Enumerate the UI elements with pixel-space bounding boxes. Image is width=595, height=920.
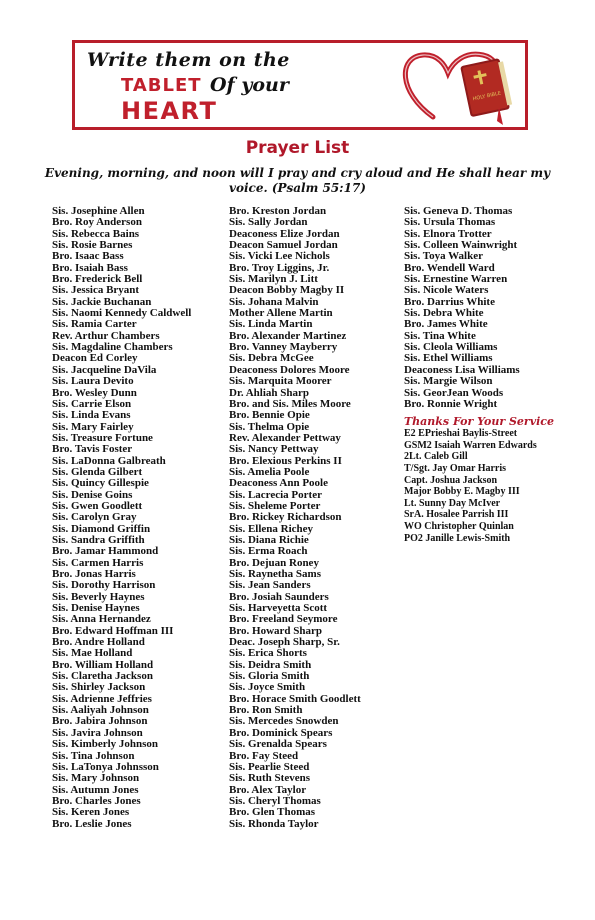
list-item: Bro. Bennie Opie [229, 409, 310, 422]
list-item: Bro. Wendell Ward [404, 261, 495, 274]
list-item: Sis. Autumn Jones [52, 783, 139, 796]
list-item: Sis. Tina Johnson [52, 749, 135, 762]
list-item: Sis. Sally Jordan [229, 216, 308, 229]
list-item: Sis. Linda Evans [52, 409, 131, 422]
list-item: Sis. Laura Devito [52, 375, 134, 388]
list-item: Sis. Thelma Opie [229, 420, 310, 433]
list-item: Sis. Javira Johnson [52, 726, 143, 739]
list-item: Sis. Mae Holland [52, 647, 133, 660]
list-item: Rev. Arthur Chambers [52, 329, 160, 342]
list-item: Sis. Jessica Bryant [52, 284, 140, 297]
list-item: Sis. Joyce Smith [229, 681, 306, 694]
service-list-item: E2 EPrieshai Baylis-Street [404, 428, 518, 440]
list-item: Sis. Vicki Lee Nichols [229, 250, 330, 263]
heart-bible-icon [393, 47, 523, 127]
list-item: Sis. Carolyn Gray [52, 511, 137, 524]
list-item: Sis. Ursula Thomas [404, 216, 496, 229]
list-item: Deaconess Dolores Moore [229, 363, 350, 376]
list-item: Sis. Aaliyah Johnson [52, 704, 149, 717]
list-item: Sis. Nicole Waters [404, 284, 489, 297]
list-item: Sis. LaTonya Johnsson [52, 760, 159, 773]
banner-line-1: Write them on the [87, 49, 290, 71]
page-title: Prayer List [245, 138, 350, 158]
name-list [404, 206, 554, 410]
list-item: Sis. Kimberly Johnson [52, 738, 159, 751]
list-item: Bro. Charles Jones [52, 794, 141, 807]
list-item: Sis. Tina White [404, 329, 476, 342]
list-item: Bro. Jabira Johnson [52, 715, 148, 728]
list-item: Sis. Mary Fairley [52, 420, 134, 433]
list-item: Mother Allene Martin [229, 307, 333, 320]
list-item: Sis. Glenda Gilbert [52, 465, 143, 478]
list-item: Bro. Alexander Martinez [229, 329, 347, 342]
service-list-item: Major Bobby E. Magby III [404, 486, 520, 498]
list-item: Sis. Keren Jones [52, 806, 130, 819]
list-item: Sis. Carmen Harris [52, 556, 144, 569]
list-item: Sis. Diamond Griffin [52, 522, 151, 535]
list-item: Sis. Ethel Williams [404, 352, 493, 365]
service-list-item: PO2 Janille Lewis-Smith [404, 532, 511, 544]
list-item: Sis. Ruth Stevens [229, 772, 310, 785]
bible-cover-text: HOLY BIBLE [472, 90, 502, 103]
list-item: Sis. Jean Sanders [229, 579, 311, 592]
list-item: Sis. Shirley Jackson [52, 681, 146, 694]
list-item: Sis. LaDonna Galbreath [52, 454, 166, 467]
list-item: Sis. Rosie Barnes [52, 239, 133, 252]
list-item: Bro. Andre Holland [52, 636, 145, 649]
list-item: Sis. Marquita Moorer [229, 375, 332, 388]
list-item: Sis. GeorJean Woods [404, 386, 504, 399]
list-item: Sis. Debra White [404, 307, 484, 320]
list-item: Deaconess Lisa Williams [404, 363, 520, 376]
list-item: Sis. Colleen Wainwright [404, 239, 518, 252]
list-item: Bro. Isaac Bass [52, 250, 124, 263]
list-item: Sis. Gwen Goodlett [52, 499, 143, 512]
list-item: Sis. Margie Wilson [404, 375, 493, 388]
service-list-item: GSM2 Isaiah Warren Edwards [404, 439, 537, 451]
list-item: Sis. Cleola Williams [404, 341, 498, 354]
list-item: Bro. Roy Anderson [52, 216, 142, 229]
banner-line-2b: Of your [210, 74, 289, 96]
list-item: Sis. Marilyn J. Litt [229, 273, 318, 286]
list-item: Sis. Carrie Elson [52, 397, 132, 410]
list-item: Sis. Adrienne Jeffries [52, 692, 152, 705]
list-item: Bro. James White [404, 318, 488, 331]
list-item: Bro. Horace Smith Goodlett [229, 692, 361, 705]
name-column-3 [404, 206, 554, 544]
list-item: Bro. Ronnie Wright [404, 397, 498, 410]
list-item: Deacon Samuel Jordan [229, 239, 338, 252]
list-item: Sis. Debra McGee [229, 352, 314, 365]
list-item: Bro. Josiah Saunders [229, 590, 329, 603]
list-item: Sis. Naomi Kennedy Caldwell [52, 307, 192, 320]
list-item: Sis. Ernestine Warren [404, 273, 508, 286]
list-item: Bro. Frederick Bell [52, 273, 143, 286]
list-item: Sis. Beverly Haynes [52, 590, 145, 603]
list-item: Sis. Gloria Smith [229, 670, 310, 683]
service-list [404, 428, 554, 544]
list-item: Sis. Harveyetta Scott [229, 602, 328, 615]
list-item: Deaconess Elize Jordan [229, 227, 340, 240]
list-item: Bro. Howard Sharp [229, 624, 323, 637]
list-item: Bro. Elexious Perkins II [229, 454, 342, 467]
list-item: Sis. Quincy Gillespie [52, 477, 149, 490]
list-item: Sis. Treasure Fortune [52, 431, 153, 444]
list-item: Sis. Toya Walker [404, 250, 483, 263]
list-item: Deacon Ed Corley [52, 352, 138, 365]
list-item: Bro. Ron Smith [229, 704, 303, 717]
list-item: Sis. Magdaline Chambers [52, 341, 173, 354]
list-item: Sis. Cheryl Thomas [229, 794, 321, 807]
list-item: Sis. Mary Johnson [52, 772, 140, 785]
list-item: Sis. Jackie Buchanan [52, 295, 152, 308]
list-item: Sis. Mercedes Snowden [229, 715, 339, 728]
list-item: Bro. Isaiah Bass [52, 261, 128, 274]
name-column-2 [229, 206, 361, 830]
list-item: Bro. Rickey Richardson [229, 511, 342, 524]
list-item: Sis. Josephine Allen [52, 205, 145, 217]
list-item: Dr. Ahliah Sharp [229, 386, 309, 399]
list-item: Sis. Jacqueline DaVila [52, 363, 157, 376]
list-item: Bro. Freeland Seymore [229, 613, 338, 626]
list-item: Sis. Erica Shorts [229, 647, 307, 660]
list-item: Sis. Nancy Pettway [229, 443, 319, 456]
list-item: Sis. Johana Malvin [229, 295, 319, 308]
service-list-item: SrA. Hosalee Parrish III [404, 509, 509, 521]
list-item: Sis. Ramia Carter [52, 318, 137, 331]
service-list-item: Capt. Joshua Jackson [404, 474, 498, 486]
list-item: Sis. Claretha Jackson [52, 670, 153, 683]
list-item: Bro. Alex Taylor [229, 783, 307, 796]
list-item: Bro. Troy Liggins, Jr. [229, 261, 330, 274]
list-item: Sis. Geneva D. Thomas [404, 205, 513, 217]
list-item: Sis. Amelia Poole [229, 465, 310, 478]
name-column-1 [52, 206, 191, 830]
list-item: Bro. Darrius White [404, 295, 495, 308]
list-item: Sis. Denise Goins [52, 488, 133, 501]
list-item: Sis. Sandra Griffith [52, 533, 145, 546]
list-item: Bro. Jamar Hammond [52, 545, 159, 558]
list-item: Deaconess Ann Poole [229, 477, 328, 490]
service-list-item: Lt. Sunny Day McIver [404, 497, 501, 509]
banner-line-2: TABLET [121, 75, 202, 96]
list-item: Sis. Pearlie Steed [229, 760, 310, 773]
list-item: Deacon Bobby Magby II [229, 284, 345, 297]
list-item: Sis. Rebecca Bains [52, 227, 140, 240]
list-item: Bro. and Sis. Miles Moore [229, 397, 351, 410]
list-item: Bro. Jonas Harris [52, 568, 136, 580]
list-item: Sis. Linda Martin [229, 318, 313, 331]
list-item: Sis. Grenalda Spears [229, 738, 327, 751]
list-item: Bro. Kreston Jordan [229, 205, 327, 217]
list-item: Bro. Edward Hoffman III [52, 624, 174, 637]
banner-line-3: HEART [121, 97, 218, 125]
list-item: Bro. Fay Steed [229, 749, 299, 762]
list-item: Bro. Dominick Spears [229, 726, 333, 739]
list-item: Bro. Wesley Dunn [52, 386, 137, 399]
list-item: Sis. Raynetha Sams [229, 568, 321, 580]
list-item: Sis. Erma Roach [229, 545, 308, 558]
list-item: Sis. Anna Hernandez [52, 613, 151, 626]
scripture-verse: Evening, morning, and noon will I pray and cry aloud and He shall hear my voice. (Psalm 55:17) [44, 166, 551, 195]
list-item: Bro. Vanney Mayberry [229, 341, 338, 354]
list-item: Sis. Denise Haynes [52, 602, 140, 615]
list-item: Sis. Sheleme Porter [229, 499, 321, 512]
list-item: Rev. Alexander Pettway [229, 431, 341, 444]
list-item: Deac. Joseph Sharp, Sr. [229, 636, 340, 649]
list-item: Bro. William Holland [52, 658, 154, 671]
list-item: Sis. Elnora Trotter [404, 227, 492, 240]
header-banner [72, 40, 528, 130]
service-list-item: T/Sgt. Jay Omar Harris [404, 462, 507, 474]
list-item: Bro. Tavis Foster [52, 443, 133, 456]
list-item: Bro. Leslie Jones [52, 817, 132, 830]
list-item: Sis. Deidra Smith [229, 658, 312, 671]
list-item: Sis. Ellena Richey [229, 522, 314, 535]
list-item: Sis. Dorothy Harrison [52, 579, 156, 592]
service-list-item: WO Christopher Quinlan [404, 520, 514, 532]
service-list-item: 2Lt. Caleb Gill [404, 451, 468, 463]
list-item: Bro. Dejuan Roney [229, 556, 319, 569]
list-item: Sis. Rhonda Taylor [229, 817, 319, 830]
list-item: Bro. Glen Thomas [229, 806, 316, 819]
list-item: Sis. Lacrecia Porter [229, 488, 322, 501]
list-item: Sis. Diana Richie [229, 533, 309, 546]
service-heading: Thanks For Your Service [404, 415, 554, 429]
